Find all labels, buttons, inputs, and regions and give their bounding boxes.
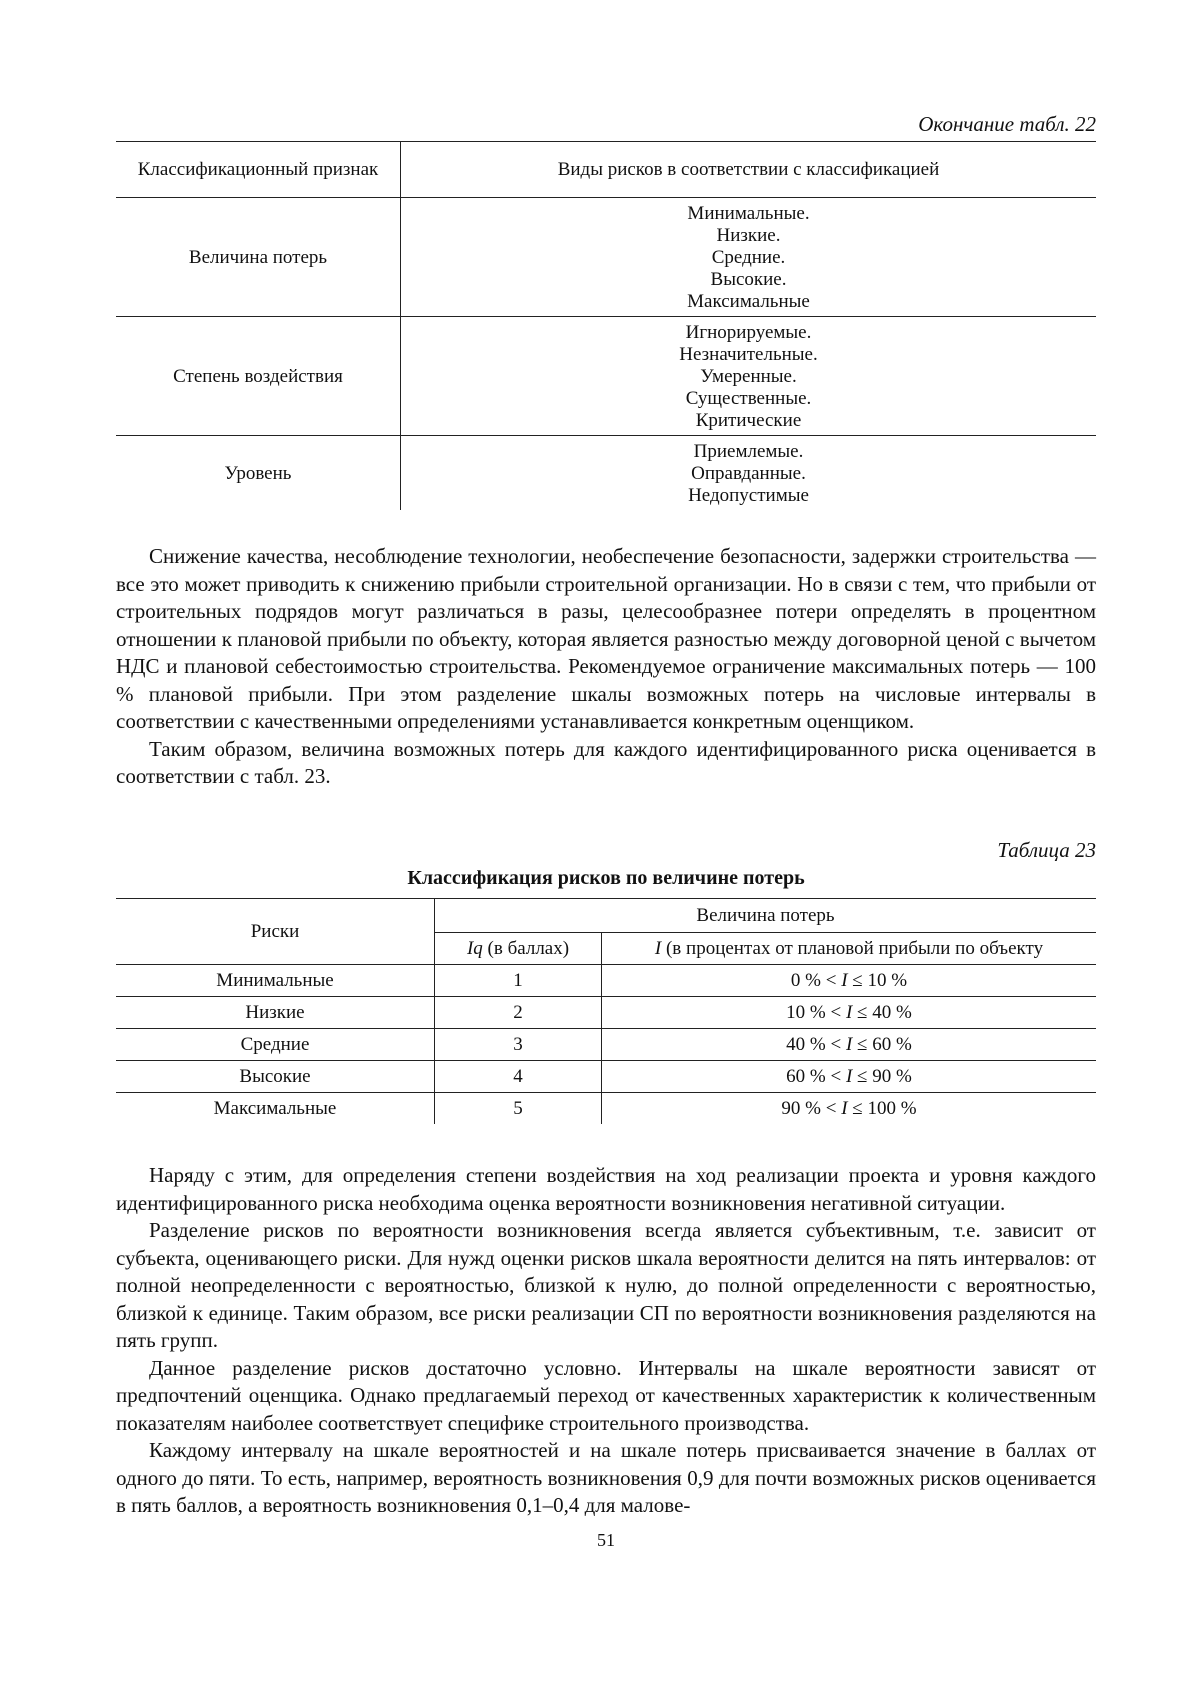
t23-range-cell bbox=[602, 1093, 1097, 1125]
table-row bbox=[116, 317, 1096, 436]
t23-range-cell bbox=[602, 1061, 1097, 1093]
range-hi: ≤ 90 % bbox=[852, 1065, 912, 1087]
body-text-bottom bbox=[116, 1162, 1096, 1520]
paragraph: Таким образом, величина возможных потерь для каждого идентифицированного риска оценивается в соответствии с табл. 23. bbox=[116, 736, 1096, 788]
t23-score-cell: 5 bbox=[435, 1093, 602, 1125]
t23-score-cell: 3 bbox=[435, 1029, 602, 1061]
t23-risk-cell: Минимальные bbox=[116, 965, 435, 997]
t22-type-item: Низкие. bbox=[716, 225, 781, 246]
t22-feature-cell: Степень воздействия bbox=[116, 317, 401, 436]
t22-type-item: Недопустимые bbox=[688, 485, 809, 506]
range-lo: 0 % < bbox=[790, 969, 842, 991]
range-lo: 90 % < bbox=[781, 1097, 842, 1119]
paragraph: Разделение рисков по вероятности возникновения всегда является субъективным, т.е. зависит от субъекта, оценивающего риски. Для нужд оценки рисков шкала вероятности делится на пять интервалов: от полной неопределенности с вероятностью, близкой к нулю, до полной определенности с вероятностью, близкой к единице. Таким образом, все риски реализации СП по вероятности возникновения разделяются на пять групп. bbox=[116, 1218, 1096, 1352]
iq-symbol: Iq bbox=[466, 937, 483, 959]
page-number: 51 bbox=[597, 1530, 615, 1550]
range-symbol: I bbox=[845, 1033, 853, 1055]
range-symbol: I bbox=[841, 1097, 848, 1119]
t23-header-risks: Риски bbox=[116, 899, 435, 965]
paragraph: Каждому интервалу на шкале вероятностей и на шкале потерь присваивается значение в баллах от одного до пяти. То есть, например, вероятность возникновения 0,9 для почти возможных рисков оценивается в пять баллов, а вероятность возникновения 0,1–0,4 для малове- bbox=[116, 1438, 1096, 1517]
table-row bbox=[116, 965, 1096, 997]
t22-type-item: Оправданные. bbox=[691, 463, 806, 484]
t23-score-cell: 2 bbox=[435, 997, 602, 1029]
range-lo: 40 % < bbox=[786, 1033, 846, 1055]
t22-type-item: Максимальные bbox=[687, 291, 810, 312]
t23-range-cell bbox=[602, 997, 1097, 1029]
t22-types-cell bbox=[401, 198, 1097, 317]
t23-risk-cell: Максимальные bbox=[116, 1093, 435, 1125]
range-hi: ≤ 100 % bbox=[847, 1097, 917, 1119]
t23-range-cell bbox=[602, 965, 1097, 997]
t23-risk-cell: Низкие bbox=[116, 997, 435, 1029]
table-23-caption: Таблица 23 bbox=[997, 838, 1096, 862]
range-lo: 10 % < bbox=[786, 1001, 846, 1023]
range-hi: ≤ 10 % bbox=[847, 969, 908, 991]
range-lo: 60 % < bbox=[786, 1065, 846, 1087]
t22-type-item: Игнорируемые. bbox=[685, 322, 812, 343]
paragraph: Данное разделение рисков достаточно условно. Интервалы на шкале вероятности зависят от предпочтений оценщика. Однако предлагаемый переход от качественных характеристик к количественным показателям наиболее соответствует специфике строительного производства. bbox=[116, 1355, 1096, 1435]
t23-header-percent bbox=[602, 933, 1097, 965]
t22-type-item: Минимальные. bbox=[687, 203, 810, 224]
table-row bbox=[116, 1029, 1096, 1061]
t23-risk-cell: Средние bbox=[116, 1029, 435, 1061]
t23-risk-cell: Высокие bbox=[116, 1061, 435, 1093]
table-row bbox=[116, 436, 1096, 511]
body-text-top bbox=[116, 543, 1096, 791]
table-23-title: Классификация рисков по величине потерь bbox=[407, 867, 805, 889]
t22-feature-cell: Величина потерь bbox=[116, 198, 401, 317]
i-symbol: I bbox=[654, 937, 662, 959]
t22-type-item: Незначительные. bbox=[679, 344, 818, 365]
t23-range-cell bbox=[602, 1029, 1097, 1061]
t22-type-item: Умеренные. bbox=[700, 366, 797, 387]
range-symbol: I bbox=[841, 969, 848, 991]
t22-type-item: Средние. bbox=[711, 247, 786, 268]
continuation-caption: Окончание табл. 22 bbox=[918, 112, 1096, 136]
t22-types-cell bbox=[401, 436, 1097, 511]
t22-header-types: Виды рисков в соответствии с классификацией bbox=[401, 142, 1097, 198]
table-row bbox=[116, 1061, 1096, 1093]
t22-header-feature: Классификационный признак bbox=[116, 142, 401, 198]
t22-types-cell bbox=[401, 317, 1097, 436]
t23-header-loss: Величина потерь bbox=[435, 899, 1097, 933]
paragraph: Снижение качества, несоблюдение технологии, необеспечение безопасности, задержки строительства — все это может приводить к снижению прибыли строительной организации. Но в связи с тем, что прибыли от строительных подрядов могут различаться в разы, целесообразнее потери определять в процентном отношении к плановой прибыли по объекту, которая является разностью между договорной ценой с вычетом НДС и плановой себестоимостью строительства. Рекомендуемое ограничение максимальных потерь — 100 % плановой прибыли. При этом разделение шкалы возможных потерь на числовые интервалы в соответствии с качественными определениями устанавливается конкретным оценщиком. bbox=[116, 544, 1096, 733]
i-text: (в процентах от плановой прибыли по объекту bbox=[661, 937, 1044, 959]
t22-type-item: Высокие. bbox=[710, 269, 787, 290]
range-symbol: I bbox=[845, 1065, 853, 1087]
t23-score-cell: 4 bbox=[435, 1061, 602, 1093]
t22-type-item: Существенные. bbox=[685, 388, 812, 409]
table-row bbox=[116, 1093, 1096, 1125]
range-hi: ≤ 40 % bbox=[852, 1001, 912, 1023]
t22-type-item: Критические bbox=[695, 410, 802, 431]
t23-score-cell: 1 bbox=[435, 965, 602, 997]
table-22-continuation bbox=[116, 141, 1096, 510]
t22-feature-cell: Уровень bbox=[116, 436, 401, 511]
t22-type-item: Приемлемые. bbox=[693, 441, 804, 462]
table-23 bbox=[116, 898, 1096, 1124]
range-hi: ≤ 60 % bbox=[852, 1033, 912, 1055]
iq-text: (в баллах) bbox=[482, 937, 570, 959]
table-row bbox=[116, 997, 1096, 1029]
table-row bbox=[116, 198, 1096, 317]
range-symbol: I bbox=[845, 1001, 853, 1023]
paragraph: Наряду с этим, для определения степени воздействия на ход реализации проекта и уровня каждого идентифицированного риска необходима оценка вероятности возникновения негативной ситуации. bbox=[116, 1163, 1096, 1215]
t23-header-score bbox=[435, 933, 602, 965]
